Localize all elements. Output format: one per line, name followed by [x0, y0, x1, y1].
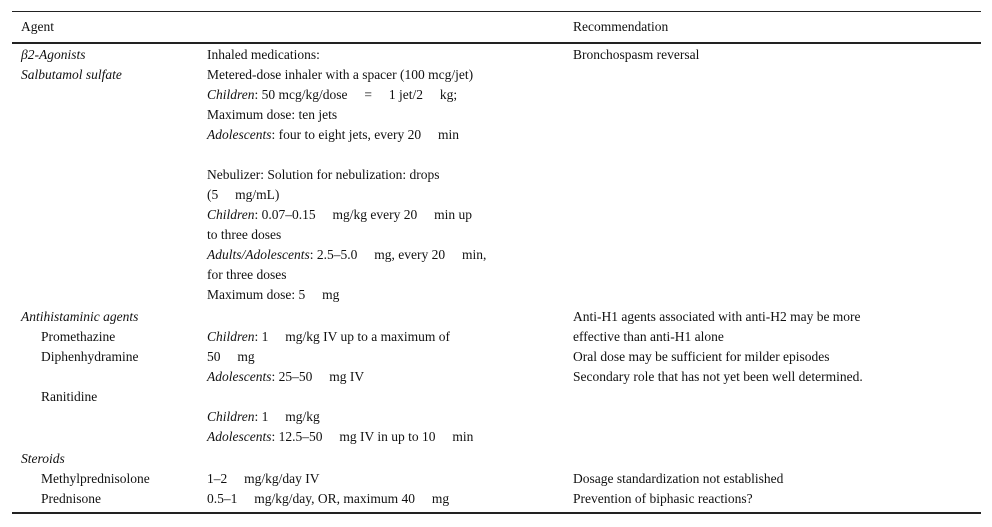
dose-line	[207, 105, 337, 125]
dose-line	[207, 265, 286, 285]
dose-line	[207, 347, 255, 367]
dose-line-em: Children	[207, 409, 255, 424]
dose-line-text: : 25–50 mg IV	[271, 369, 365, 384]
dose-line-text: : 2.5–5.0 mg, every 20 min,	[309, 247, 487, 262]
dose-line	[207, 65, 473, 85]
drug-prednisone: Prednisone	[41, 491, 101, 506]
dose-line-text: Maximum dose: ten jets	[207, 107, 338, 122]
dose-line	[207, 165, 439, 185]
dose-line-text: Nebulizer: Solution for nebulization: drops	[207, 167, 440, 182]
dose-line-text: Inhaled medications:	[207, 47, 320, 62]
dose-line	[207, 367, 364, 387]
dose-line-text: Metered-dose inhaler with a spacer (100 mcg/jet)	[207, 67, 474, 82]
dose-line-text: : four to eight jets, every 20 min	[271, 127, 459, 142]
dose-line-text: Maximum dose: 5 mg	[207, 287, 340, 302]
dose-line	[207, 407, 320, 427]
header-agent: Agent	[21, 19, 54, 34]
rec-line: effective than anti-H1 alone	[573, 329, 724, 344]
rec-line: Oral dose may be sufficient for milder episodes	[573, 349, 830, 364]
dose-line	[207, 125, 459, 145]
dose-line	[207, 45, 320, 65]
group-antihistaminic: Antihistaminic agents	[21, 309, 139, 324]
table-top-rule	[12, 11, 981, 12]
dose-line-text: (5 mg/mL)	[207, 187, 280, 202]
dose-line	[207, 327, 450, 347]
rec-line: Secondary role that has not yet been well determined.	[573, 369, 863, 384]
table-header-rule	[12, 42, 981, 44]
dose-line-em: Children	[207, 329, 255, 344]
dose-line-text: : 1 mg/kg IV up to a maximum of	[254, 329, 451, 344]
dose-line-text: : 50 mcg/kg/dose = 1 jet/2 kg;	[254, 87, 458, 102]
dose-line	[207, 225, 281, 245]
rec-line: Dosage standardization not established	[573, 471, 784, 486]
dose-line-em: Adolescents	[207, 369, 272, 384]
drug-salbutamol: Salbutamol sulfate	[21, 67, 122, 82]
dose-line-text: : 1 mg/kg	[254, 409, 320, 424]
rec-bronchospasm: Bronchospasm reversal	[573, 47, 700, 62]
dose-line	[207, 205, 472, 225]
dose-line	[207, 185, 279, 205]
dose-line-text: for three doses	[207, 267, 287, 282]
dose-line	[207, 85, 457, 105]
dose-line: 0.5–1 mg/kg/day, OR, maximum 40 mg	[207, 491, 450, 506]
dose-line-text: to three doses	[207, 227, 282, 242]
header-recommendation: Recommendation	[573, 19, 669, 34]
dose-line-text: 50 mg	[207, 349, 255, 364]
dose-line-em: Adults/Adolescents	[207, 247, 310, 262]
dose-line-em: Children	[207, 207, 255, 222]
dose-line-em: Children	[207, 87, 255, 102]
table-bottom-rule	[12, 512, 981, 514]
drug-promethazine: Promethazine	[41, 329, 116, 344]
dose-line-em: Adolescents	[207, 429, 272, 444]
drug-methylprednisolone: Methylprednisolone	[41, 471, 150, 486]
drug-ranitidine: Ranitidine	[41, 389, 98, 404]
rec-line: Prevention of biphasic reactions?	[573, 491, 753, 506]
dose-line: 1–2 mg/kg/day IV	[207, 471, 320, 486]
dose-line-em: Adolescents	[207, 127, 272, 142]
dose-line-text: : 0.07–0.15 mg/kg every 20 min up	[254, 207, 472, 222]
dose-line	[207, 427, 473, 447]
group-beta-agonists: β2-Agonists	[21, 47, 86, 62]
dose-line-text: : 12.5–50 mg IV in up to 10 min	[271, 429, 474, 444]
dose-line	[207, 285, 339, 305]
rec-line: Anti-H1 agents associated with anti-H2 may be more	[573, 309, 861, 324]
group-steroids: Steroids	[21, 451, 65, 466]
drug-diphenhydramine: Diphenhydramine	[41, 349, 139, 364]
dose-line	[207, 245, 486, 265]
